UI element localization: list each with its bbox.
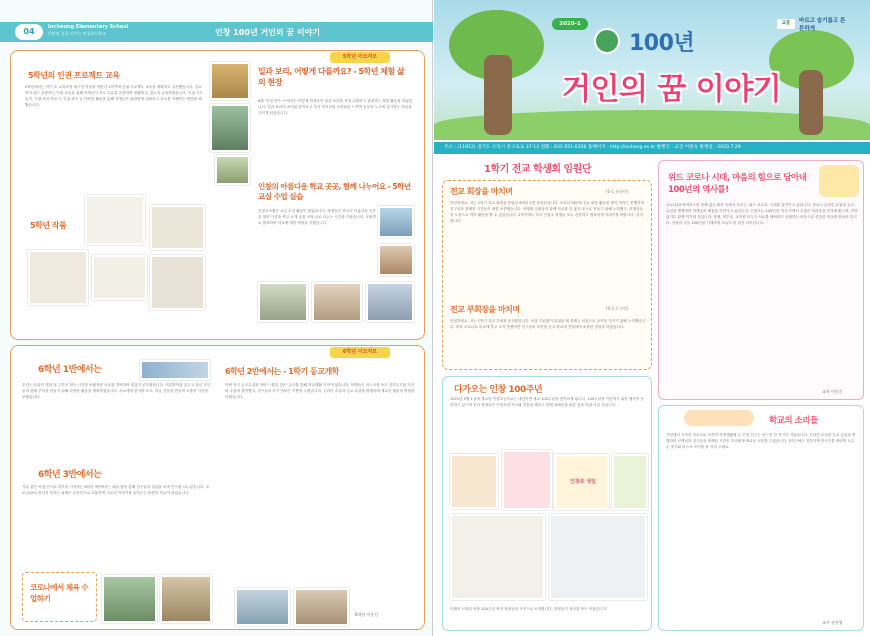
news-illustration [684,410,754,426]
info-text: 주소 : (11912) 경기도 구리시 충구로로 37-13 전화 : 031-551-0356 홈페이지 : http://inchang.es.kr 발행인 : 교장 이현숙 발행일 : 2020.7.29 [444,145,741,150]
story6-body: 이번 학기 등교수업을 하며 느꼈던 것은 '교사를 통해 학교생활 시작'이었습니다. 학생들은 마스크를 쓰고 거리두기를 지키며 수업에 참여했고, 친구들과 다시 만나는 기쁨을 누렸습니다. 온라인 수업과 등교 수업을 병행하며 새로운 배움의 방법을 익혔습니다. [225,383,415,399]
year-badge: 2020-1 [552,18,588,30]
bday-image-4 [450,514,545,600]
banner-title: 거인의 꿈 이야기 [562,72,782,107]
grade6-tag: 6학년 이모저모 [330,347,390,358]
bday-image-2 [502,450,552,510]
story2-image-3 [215,155,250,185]
school-subname: 희망의 꿈을 키우는 인창초등학교 [48,31,106,36]
story4-title: 6학년 1반에서는 [38,365,102,375]
banner-hundred: 100년 [629,31,695,56]
story3-body: 인창초 5월은 교실 수업 활동이 많았습니다. 학생들은 학교의 아름다운 곳곳을 찾아 사진을 찍고 소개 글을 쓰며 서로 나누는 시간을 가졌습니다. 모둠별로 발표하며 학교에 대한 애정을 키웠습니다. [258,209,376,225]
history-sign: 교사 이인순 [822,389,843,394]
signature: 6학년 이준선 [355,612,379,617]
tree-right-icon [769,30,854,135]
pres-text: 안녕하세요. 저는 1학기 전교 회장을 맡았던 6학년 1반 유하린입니다. 코로나 때문에 전교 회장 활동을 많이 하지는 못했지만 친구들과 함께한 시간들이 정말 소중했습니다. 학생회 임원들과 함께 학교를 더 좋은 곳으로 만들기 위해 노력했고, 선생님들의 도움으로 여러 활동을 할 수 있었습니다. 2학기에도 우리 인창초 학생들 모두 건강하고 행복하게 지내기를 바랍니다. 감사합니다. [450,201,645,223]
corona-box-title: 코로나에서 체육 수업하기 [30,583,89,603]
news-text: 가정에서 시작한 코로나로 인하여 학생생활에 온 인창 친구는 어느덧 한 학기가 지났습니다. 온라인 수업과 등교 수업을 병행하며 선생님과 친구들과 함께한 시간은 우리에게 새로운 의미를 주었습니다. 2학기에도 건강하게 만나기를 바라며 모두 손 씻기와 마스크 쓰기를 잘 지켜 주세요. [666,433,856,449]
left-header-title: 인창 100년 거인의 꿈 이야기 [215,28,321,37]
story2-image [210,62,250,100]
story2-title: 밀과 보리, 어떻게 다를까요? - 5학년 체험 삶의 현장 [258,67,405,87]
story3-image-5 [366,282,414,322]
story5-body: 기분 좋은 아침 인사로 하루를 시작하는 6학년 3반에서는 매일 줌을 통해 친구들의 얼굴을 보며 인사를 나누었습니다. 코로나19로 만나지 못하는 날에도 온라인으로 소통하며 서로의 이야기를 들어주는 따뜻한 학급이 되었습니다. [22,485,210,495]
story3-image [378,206,414,238]
story3-image-4 [312,282,362,322]
bday-title: 다가오는 인창 100주년 [454,385,543,395]
story2-body: 6월 '이것 만은~!'에서는 이렇게 학생들이 밀과 보리를 직접 수확하고 관찰하는 체험 활동을 하였습니다. 밀과 보리의 차이를 알아보고 우리 먹거리의 소중함을 느끼며 농부의 노고에 감사하는 마음을 가지게 되었습니다. [258,99,413,115]
pres-title: 전교 회장을 마치며 [450,187,513,196]
story5-title: 6학년 3반에서는 [38,470,102,480]
vice-title: 전교 부회장을 마치며 [450,305,520,314]
corona-image-2 [160,575,212,623]
vice-text: 안녕하세요. 저는 1학기 전교 부회장 문지원입니다. 처음 부회장이 되었을 때 설레는 마음으로 공약을 지키기 위해 노력했습니다. 비록 코로나로 학교에 자주 오지 못했지만 친구들의 의견을 듣고 학교에 전달하며 소중한 경험을 하였습니다. [450,319,646,329]
story3-image-2 [378,244,414,276]
left-page [0,0,433,636]
motto-tag: 교훈 [777,19,795,29]
council-title: 1학기 전교 학생회 임원단 [484,164,592,175]
news-sign: 교사 권진영 [822,620,843,625]
works-image [85,195,145,245]
kids-illustration [819,165,859,197]
news-title: 학교의 소리들 [769,416,818,426]
bday-image-3 [612,454,648,510]
history-title: 위드 코로나 시대, 마음의 힘으로 담아내 100년의 역사를! [668,173,807,195]
story3-image-3 [258,282,308,322]
works-image-5 [150,255,205,310]
bday-image-5 [549,514,647,600]
history-text: 코로나19 바이러스의 전례 없는 확산 속에서 우리는 '위드 코로나' 시대를 살아가고 있습니다. 학교는 온라인 수업과 등교 수업을 병행하며 학생들의 배움을 이어가고 있습니다. 인창초는 100년의 역사 속에서 수많은 어려움을 이겨내 왔으며, 이번 위기도 함께 이겨낼 것입니다. 학생, 학부모, 교직원 모두가 서로를 배려하고 응원하는 마음으로 건강한 학교를 만들어 갑시다. 인창의 다음 100년을 기대하며 오늘도 한 걸음 나아갑니다. [666,203,858,225]
school-name: Incheung Elementary School [48,24,129,30]
page-number-badge: 04 [15,24,43,40]
school-emblem-icon [594,28,620,54]
cake-text: 인창초 생일 [570,479,596,485]
bday-text: 1921년 5월 1일에 개교한 인창초등학교는 내년이면 개교 100주년을 맞이하게 됩니다. 100주년을 기념하기 위한 행사를 준비하고 있으며 우리 학생들은 인창초의 역사와 전통을 배우고 미래 100년을 위한 꿈을 키워 나갈 것입니다. [450,397,644,407]
works-image-4 [92,255,147,300]
grade5-tag: 5학년 이모저모 [330,52,390,63]
motto-text: 바르고 슬기롭고 튼튼하게 [799,18,846,32]
tree-left-icon [449,10,544,135]
works-image-3 [28,250,88,305]
story1-title: 5학년의 인권 프로젝트 교육 [28,71,120,80]
vice-grade: (6-2 문지원) [606,306,629,311]
bday-image [450,454,498,509]
story2-image-2 [210,104,250,152]
story4-body: 우리는 온라인 개학 첫 주부터 힘든 시간을 보냈지만 서로를 격려하며 열심히 공부했습니다. 여름방학을 앞두고 학급 친구들과 함께 추억을 만들기 위해 다양한 활동을 계획하였습니다. 서로에게 편지를 쓰고, 학급 신문을 만들며 소중한 시간을 보냈습니다. [22,383,211,399]
story6-title: 6학년 2반에서는 - 1학기 등교개학 [225,367,339,376]
right-page [434,0,870,636]
story1-body: 5학년에서는 학기 초 교육과정 재구성 작업을 하면서 1학기에 인권 프로젝트 교육을 계획하고 실천했습니다. 강요하지 않는 존중하는 인권 교육을 위해 학생들이 서로 다름을 존중하며 생활할 수 있도록 교육하였습니다. 인권 카드놀이, 인권 표어 만들기, 인권 퀴즈 등 다양한 활동을 통해 학생들은 평화롭게 대화하고 서로를 이해하는 방법을 배웠습니다. [25,85,203,107]
corona-image [102,575,157,623]
bday-caption: 아래의 신청된 작품 100주년 축하 작품들을 사진으로 소개합니다. 학생들이 정성껏 만든 작품입니다. [450,607,608,611]
pres-grade: (6-1 유하린) [606,189,629,194]
story3-title: 인창의 아름다운 학교 곳곳, 함께 나누어요 - 5학년 교실 수업 실습 [258,182,411,201]
works-image-2 [150,205,205,250]
story4-image [140,360,210,380]
story6-image [235,588,290,626]
story6-image-2 [294,588,349,626]
works-title: 5학년 작품 [30,221,67,230]
